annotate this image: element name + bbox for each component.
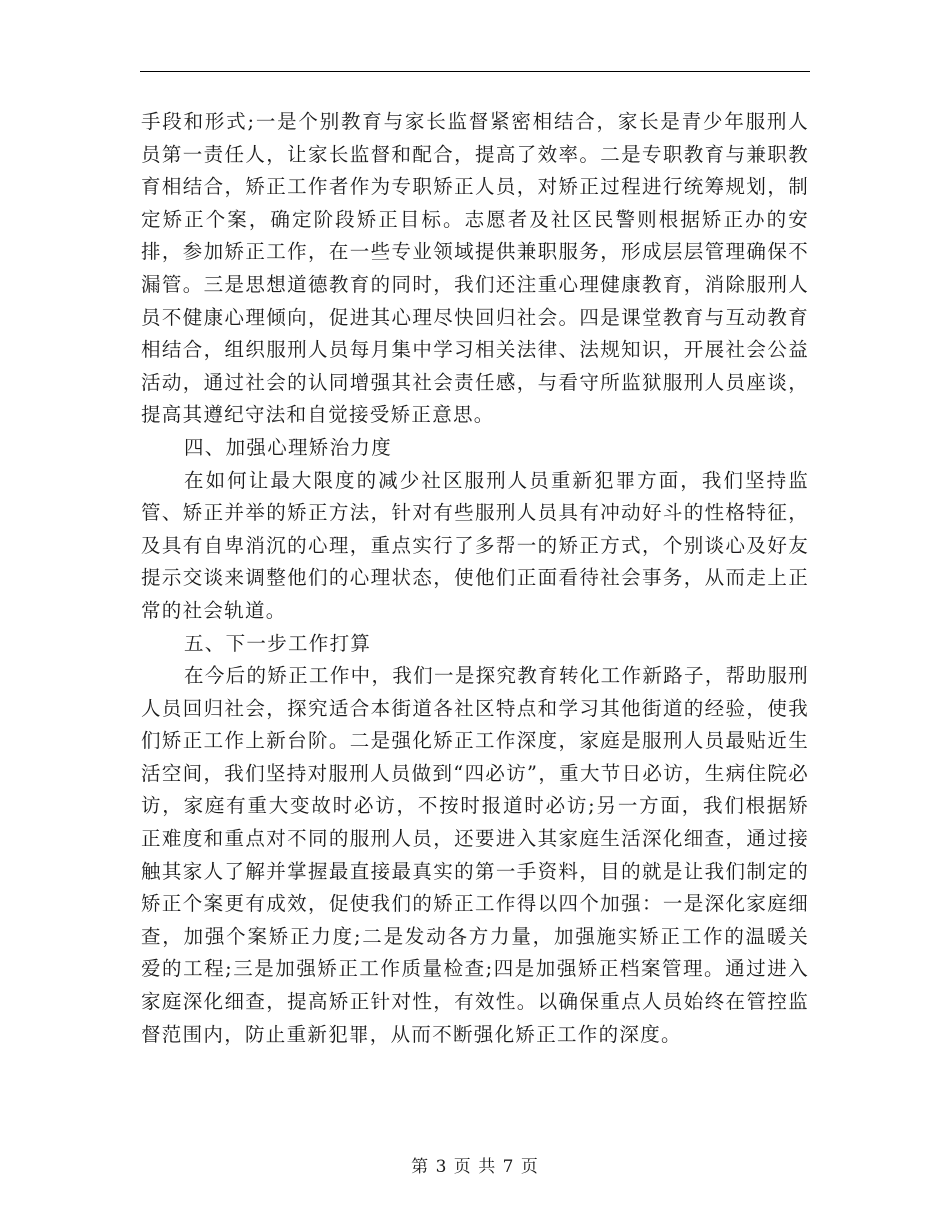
section-heading-psychological-correction: 四、加强心理矫治力度 [184,435,393,459]
page-footer [0,1152,950,1177]
footer-total-pages: 7 [502,1157,515,1177]
footer-current-page: 3 [435,1157,448,1177]
section-heading-next-steps: 五、下一步工作打算 [184,631,372,655]
paragraph-next-steps: 在今后的矫正工作中，我们一是探究教育转化工作新路子，帮助服刑人员回归社会，探究适合本街道各社区特点和学习其他街道的经验，使我们矫正工作上新台阶。二是强化矫正工作深度，家庭是服刑人员最贴近生活空间，我们坚持对服刑人员做到“四必访”，重大节日必访，生病住院必访，家庭有重大变故时必访，不按时报道时必访;另一方面，我们根据矫正难度和重点对不同的服刑人员，还要进入其家庭生活深化细查，通过接触其家人了解并掌握最直接最真实的第一手资料，目的就是让我们制定的矫正个案更有成效，促使我们的矫正工作得以四个加强：一是深化家庭细查，加强个案矫正力度;二是发动各方力量，加强施实矫正工作的温暖关爱的工程;三是加强矫正工作质量检查;四是加强矫正档案管理。通过进入家庭深化细查，提高矫正针对性，有效性。以确保重点人员始终在管控监督范围内，防止重新犯罪，从而不断强化矫正工作的深度。 [141,664,809,1046]
footer-suffix: 页 [520,1157,539,1177]
paragraph-psychological-correction: 在如何让最大限度的减少社区服刑人员重新犯罪方面，我们坚持监管、矫正并举的矫正方法，针对有些服刑人员具有冲动好斗的性格特征，及具有自卑消沉的心理，重点实行了多帮一的矫正方式，个别谈心及好友提示交谈来调整他们的心理状态，使他们正面看待社会事务，从而走上正常的社会轨道。 [141,468,809,622]
footer-middle: 页 共 [453,1157,497,1177]
document-body [141,106,809,1051]
paragraph-education-methods: 手段和形式;一是个别教育与家长监督紧密相结合，家长是青少年服刑人员第一责任人，让家长监督和配合，提高了效率。二是专职教育与兼职教育相结合，矫正工作者作为专职矫正人员，对矫正过程进行统筹规划，制定矫正个案，确定阶段矫正目标。志愿者及社区民警则根据矫正办的安排，参加矫正工作，在一些专业领域提供兼职服务，形成层层管理确保不漏管。三是思想道德教育的同时，我们还注重心理健康教育，消除服刑人员不健康心理倾向，促进其心理尽快回归社会。四是课堂教育与互动教育相结合，组织服刑人员每月集中学习相关法律、法规知识，开展社会公益活动，通过社会的认同增强其社会责任感，与看守所监狱服刑人员座谈，提高其遵纪守法和自觉接受矫正意思。 [141,110,809,427]
footer-prefix: 第 [411,1157,430,1177]
header-rule [140,71,810,72]
